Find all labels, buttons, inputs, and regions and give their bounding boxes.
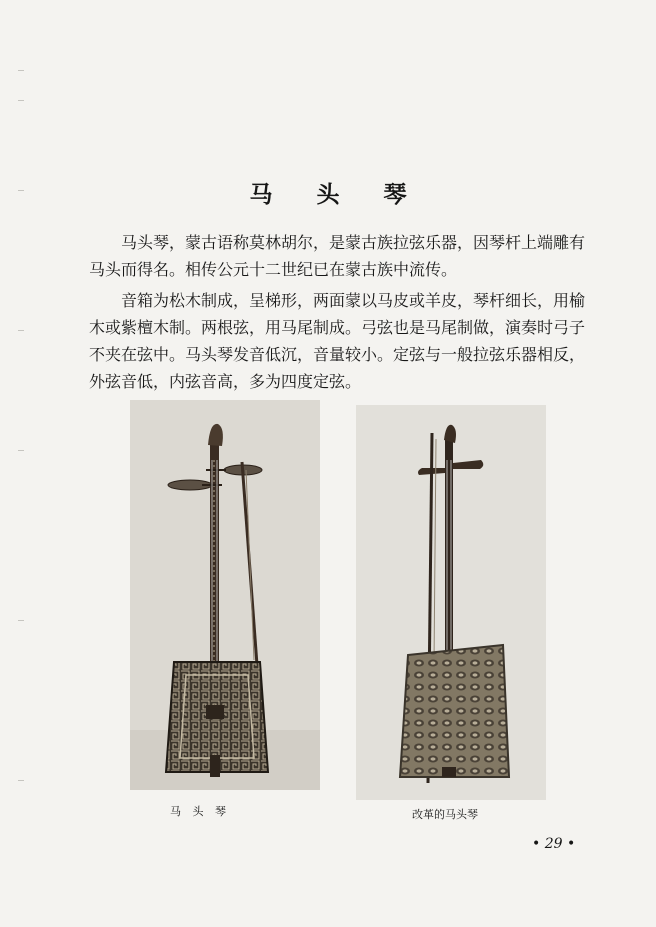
margin-mark (18, 100, 24, 101)
margin-mark (18, 70, 24, 71)
photo-traditional-morin-khuur (130, 400, 320, 790)
margin-mark (18, 620, 24, 621)
margin-mark (18, 330, 24, 331)
reformed-morin-khuur-illustration (356, 405, 546, 800)
margin-mark (18, 450, 24, 451)
morin-khuur-illustration (130, 400, 320, 790)
paragraph-intro: 马头琴，蒙古语称莫林胡尔，是蒙古族拉弦乐器，因琴杆上端雕有马头而得名。相传公元十二世纪已在蒙古族中流传。 (89, 233, 586, 279)
page-title: 马 头 琴 (249, 181, 425, 208)
photo-reformed-morin-khuur (356, 405, 546, 800)
figure-caption-traditional: 马 头 琴 (170, 805, 230, 818)
page-number: • 29 • (532, 836, 576, 852)
paragraph-construction: 音箱为松木制成，呈梯形，两面蒙以马皮或羊皮，琴杆细长，用榆木或紫檀木制。两根弦，用马尾制成。弓弦也是马尾制做，演奏时弓子不夹在弦中。马头琴发音低沉，音量较小。定弦与一般拉弦乐器相反，外弦音低，内弦音高，多为四度定弦。 (89, 291, 586, 391)
margin-mark (18, 780, 24, 781)
figure-caption-reformed: 改革的马头琴 (412, 808, 478, 821)
